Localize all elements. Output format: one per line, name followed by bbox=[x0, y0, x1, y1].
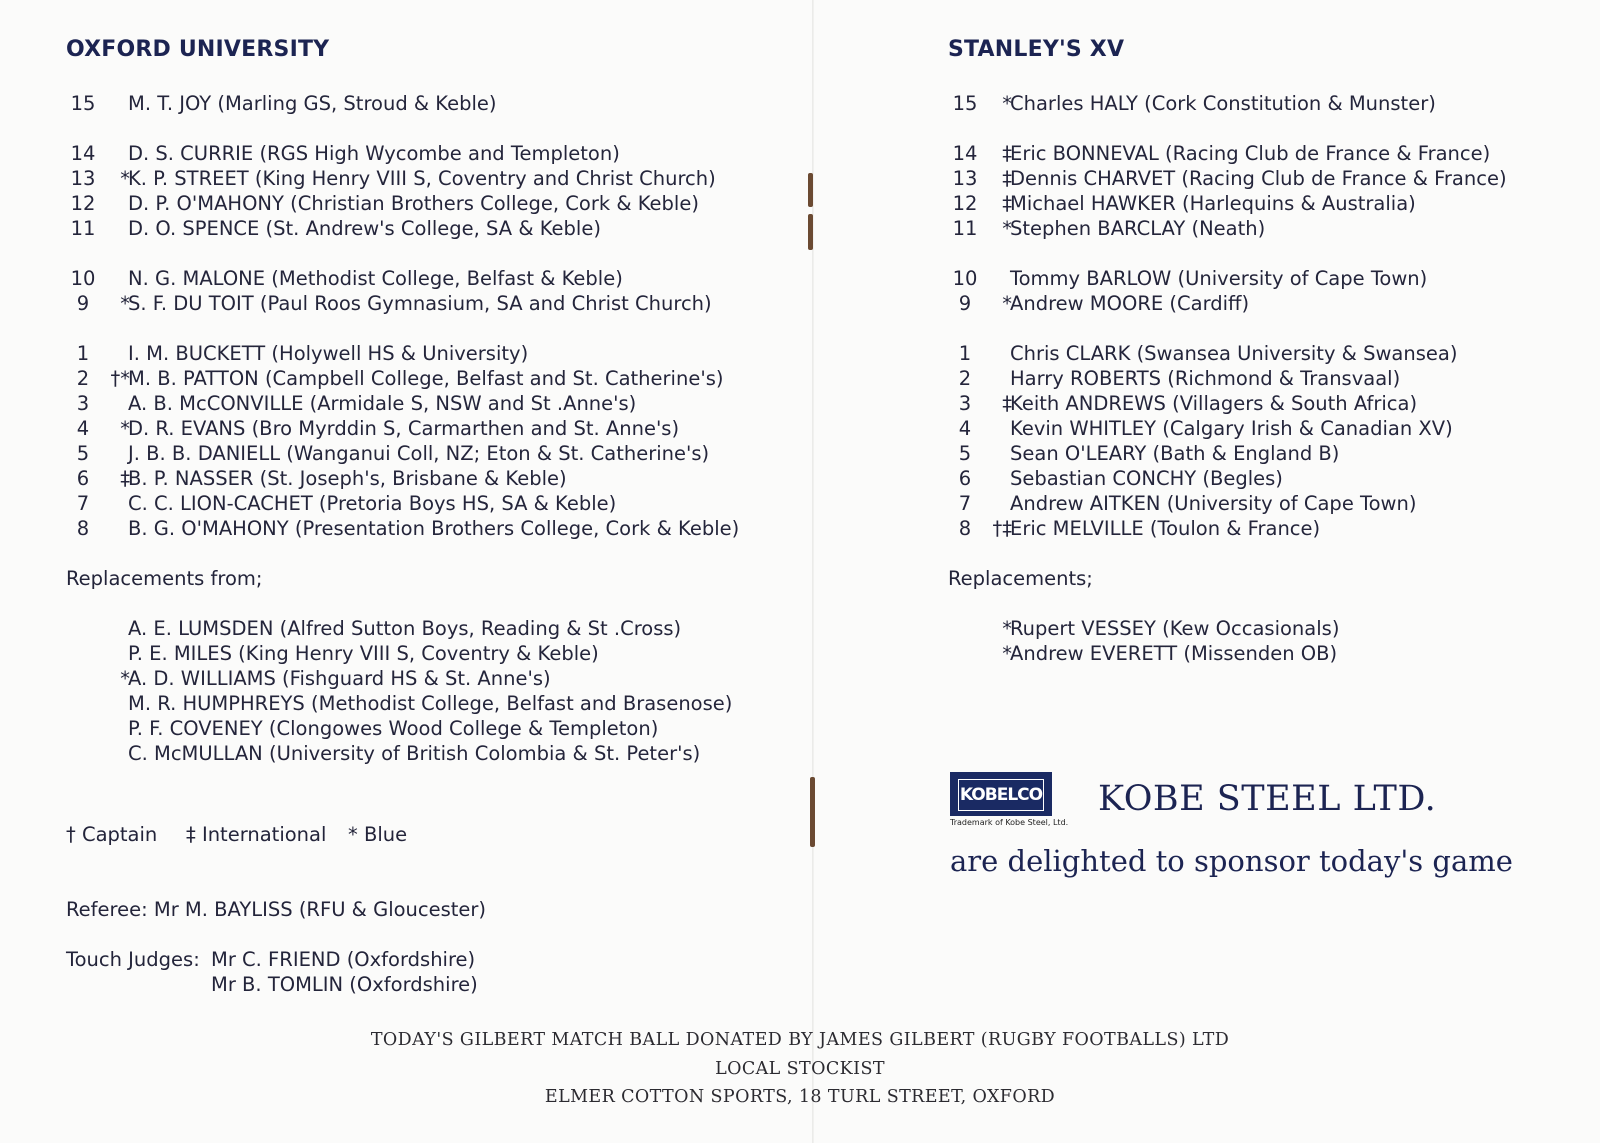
player-name: P. F. COVENEY (Clongowes Wood College & Templeton) bbox=[128, 717, 659, 740]
player-number: 9 bbox=[958, 292, 972, 315]
player-number: 13 bbox=[70, 167, 96, 190]
oxford-replacements-label: Replacements from; bbox=[66, 567, 263, 590]
player-name: Chris CLARK (Swansea University & Swansea) bbox=[1010, 342, 1458, 365]
player-name: S. F. DU TOIT (Paul Roos Gymnasium, SA and Christ Church) bbox=[128, 292, 712, 315]
player-name: Michael HAWKER (Harlequins & Australia) bbox=[1010, 192, 1416, 215]
player-number: 15 bbox=[952, 92, 978, 115]
player-name: Eric MELVILLE (Toulon & France) bbox=[1010, 517, 1321, 540]
player-name: Kevin WHITLEY (Calgary Irish & Canadian XV) bbox=[1010, 417, 1453, 440]
player-number: 13 bbox=[952, 167, 978, 190]
player-name: M. T. JOY (Marling GS, Stroud & Keble) bbox=[128, 92, 497, 115]
player-name: A. D. WILLIAMS (Fishguard HS & St. Anne's) bbox=[128, 667, 551, 690]
player-name: K. P. STREET (King Henry VIII S, Coventry and Christ Church) bbox=[128, 167, 716, 190]
footer-ball-donation: TODAY'S GILBERT MATCH BALL DONATED BY JAMES GILBERT (RUGBY FOOTBALLS) LTD bbox=[370, 1030, 1230, 1050]
player-number: 14 bbox=[952, 142, 978, 165]
player-number: 5 bbox=[76, 442, 90, 465]
player-number: 8 bbox=[76, 517, 90, 540]
player-name: D. O. SPENCE (St. Andrew's College, SA & Keble) bbox=[128, 217, 601, 240]
player-mark: * bbox=[120, 417, 130, 440]
player-number: 3 bbox=[76, 392, 90, 415]
touch-judge: Mr B. TOMLIN (Oxfordshire) bbox=[211, 973, 478, 996]
legend bbox=[66, 822, 486, 847]
player-name: M. R. HUMPHREYS (Methodist College, Belfast and Brasenose) bbox=[128, 692, 733, 715]
player-name: C. McMULLAN (University of British Colombia & St. Peter's) bbox=[128, 742, 701, 765]
player-mark: * bbox=[1002, 217, 1012, 240]
touch-judges-label: Touch Judges: bbox=[66, 948, 200, 971]
kobelco-logo-text: KOBELCO bbox=[958, 779, 1044, 811]
footer-stockist-address: ELMER COTTON SPORTS, 18 TURL STREET, OXFORD bbox=[544, 1087, 1056, 1107]
player-name: Stephen BARCLAY (Neath) bbox=[1010, 217, 1266, 240]
sponsor-tagline: are delighted to sponsor today's game bbox=[950, 844, 1513, 878]
stanley-title: STANLEY'S XV bbox=[948, 37, 1125, 62]
legend-captain: † Captain bbox=[66, 823, 158, 846]
player-name: Keith ANDREWS (Villagers & South Africa) bbox=[1010, 392, 1418, 415]
player-mark: * bbox=[1002, 642, 1012, 665]
player-number: 14 bbox=[70, 142, 96, 165]
player-number: 15 bbox=[70, 92, 96, 115]
player-number: 2 bbox=[76, 367, 90, 390]
player-name: Charles HALY (Cork Constitution & Munster) bbox=[1010, 92, 1436, 115]
player-number: 5 bbox=[958, 442, 972, 465]
player-name: Sebastian CONCHY (Begles) bbox=[1010, 467, 1283, 490]
player-name: D. S. CURRIE (RGS High Wycombe and Templeton) bbox=[128, 142, 620, 165]
staple-top-lower bbox=[808, 214, 813, 250]
page-fold bbox=[812, 0, 814, 1143]
player-name: Eric BONNEVAL (Racing Club de France & France) bbox=[1010, 142, 1491, 165]
player-mark: ‡ bbox=[1002, 192, 1012, 215]
player-name: Andrew EVERETT (Missenden OB) bbox=[1010, 642, 1338, 665]
player-mark: †* bbox=[110, 367, 130, 390]
player-mark: * bbox=[120, 292, 130, 315]
player-mark: ‡ bbox=[1002, 167, 1012, 190]
player-number: 6 bbox=[958, 467, 972, 490]
player-name: D. R. EVANS (Bro Myrddin S, Carmarthen and St. Anne's) bbox=[128, 417, 680, 440]
player-name: Tommy BARLOW (University of Cape Town) bbox=[1010, 267, 1428, 290]
player-mark: * bbox=[1002, 292, 1012, 315]
player-number: 3 bbox=[958, 392, 972, 415]
player-number: 10 bbox=[70, 267, 96, 290]
footer-local-stockist: LOCAL STOCKIST bbox=[715, 1059, 885, 1079]
player-number: 7 bbox=[958, 492, 972, 515]
player-number: 4 bbox=[958, 417, 972, 440]
touch-judge: Mr C. FRIEND (Oxfordshire) bbox=[211, 948, 476, 971]
player-name: Andrew AITKEN (University of Cape Town) bbox=[1010, 492, 1417, 515]
player-number: 12 bbox=[70, 192, 96, 215]
kobelco-logo bbox=[950, 772, 1052, 816]
legend-blue: * Blue bbox=[348, 823, 408, 846]
player-name: Andrew MOORE (Cardiff) bbox=[1010, 292, 1250, 315]
player-number: 11 bbox=[70, 217, 96, 240]
player-number: 1 bbox=[76, 342, 90, 365]
player-name: D. P. O'MAHONY (Christian Brothers College, Cork & Keble) bbox=[128, 192, 699, 215]
player-name: N. G. MALONE (Methodist College, Belfast & Keble) bbox=[128, 267, 623, 290]
oxford-title: OXFORD UNIVERSITY bbox=[66, 37, 330, 62]
player-number: 8 bbox=[958, 517, 972, 540]
stanley-replacements-label: Replacements; bbox=[948, 567, 1093, 590]
player-number: 4 bbox=[76, 417, 90, 440]
staple-top bbox=[808, 173, 813, 207]
player-name: A. E. LUMSDEN (Alfred Sutton Boys, Reading & St .Cross) bbox=[128, 617, 682, 640]
player-number: 7 bbox=[76, 492, 90, 515]
player-name: I. M. BUCKETT (Holywell HS & University) bbox=[128, 342, 529, 365]
player-number: 11 bbox=[952, 217, 978, 240]
player-mark: †‡ bbox=[992, 517, 1012, 540]
player-name: Rupert VESSEY (Kew Occasionals) bbox=[1010, 617, 1340, 640]
player-name: P. E. MILES (King Henry VIII S, Coventry & Keble) bbox=[128, 642, 599, 665]
player-name: B. P. NASSER (St. Joseph's, Brisbane & Keble) bbox=[128, 467, 567, 490]
player-mark: * bbox=[120, 667, 130, 690]
legend-international: ‡ International bbox=[186, 823, 327, 846]
player-name: Sean O'LEARY (Bath & England B) bbox=[1010, 442, 1340, 465]
player-number: 6 bbox=[76, 467, 90, 490]
player-name: J. B. B. DANIELL (Wanganui Coll, NZ; Eton & St. Catherine's) bbox=[128, 442, 710, 465]
player-number: 2 bbox=[958, 367, 972, 390]
player-number: 10 bbox=[952, 267, 978, 290]
player-name: C. C. LION-CACHET (Pretoria Boys HS, SA & Keble) bbox=[128, 492, 617, 515]
trademark-note: Trademark of Kobe Steel, Ltd. bbox=[950, 818, 1069, 827]
player-name: B. G. O'MAHONY (Presentation Brothers College, Cork & Keble) bbox=[128, 517, 740, 540]
player-number: 12 bbox=[952, 192, 978, 215]
player-name: A. B. McCONVILLE (Armidale S, NSW and St .Anne's) bbox=[128, 392, 637, 415]
player-mark: * bbox=[1002, 617, 1012, 640]
player-name: Dennis CHARVET (Racing Club de France & France) bbox=[1010, 167, 1507, 190]
player-name: Harry ROBERTS (Richmond & Transvaal) bbox=[1010, 367, 1401, 390]
player-mark: * bbox=[1002, 92, 1012, 115]
player-name: M. B. PATTON (Campbell College, Belfast and St. Catherine's) bbox=[128, 367, 724, 390]
player-mark: * bbox=[120, 167, 130, 190]
referee: Referee: Mr M. BAYLISS (RFU & Gloucester) bbox=[66, 898, 487, 921]
player-number: 1 bbox=[958, 342, 972, 365]
player-mark: ‡ bbox=[1002, 142, 1012, 165]
staple-bottom bbox=[810, 777, 815, 847]
player-mark: ‡ bbox=[120, 467, 130, 490]
player-mark: ‡ bbox=[1002, 392, 1012, 415]
sponsor-name: KOBE STEEL LTD. bbox=[1098, 779, 1437, 819]
player-number: 9 bbox=[76, 292, 90, 315]
